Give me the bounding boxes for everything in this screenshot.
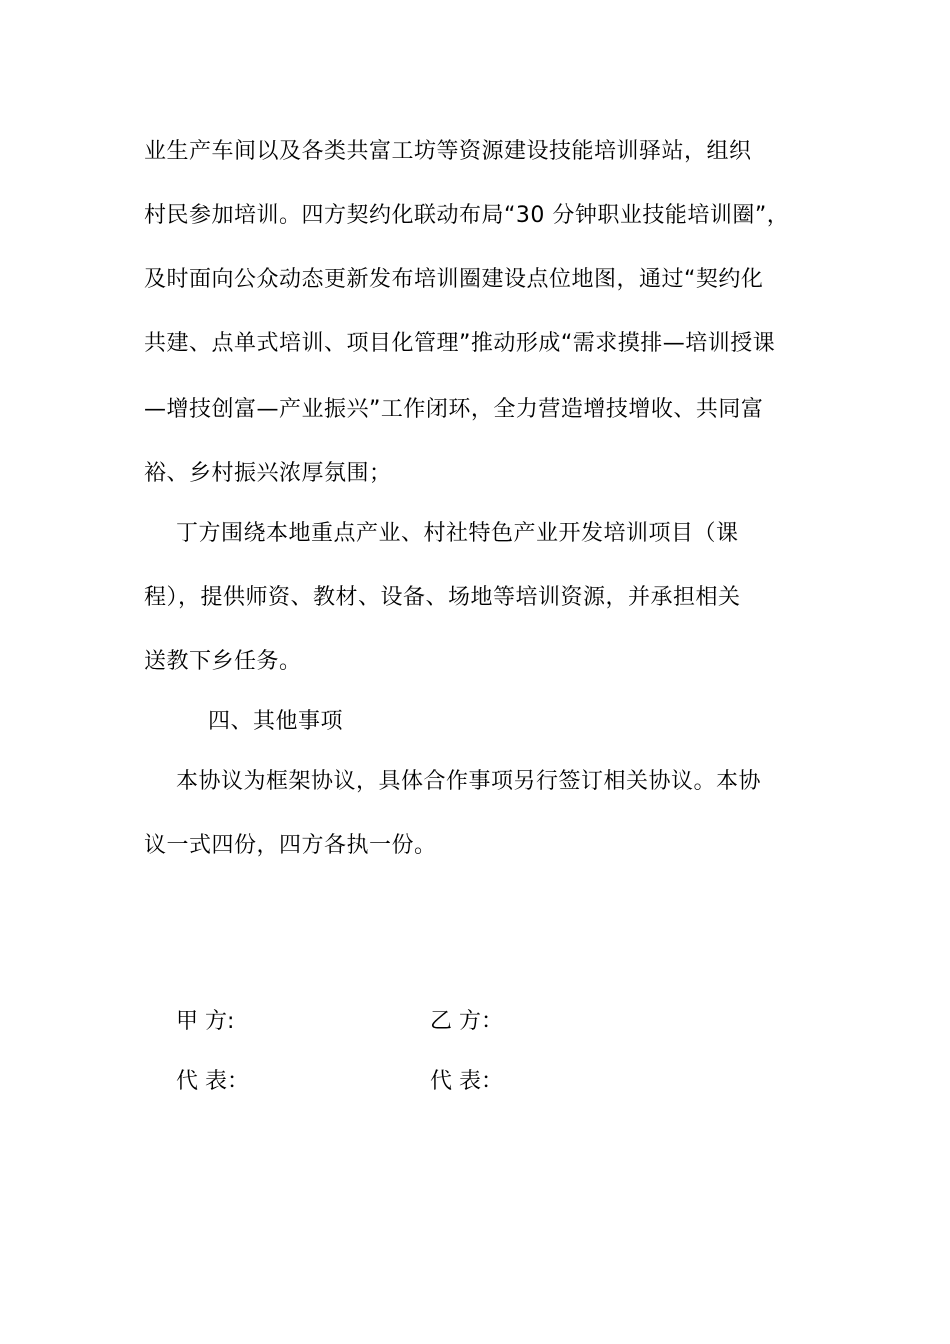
party-a-label: 甲 方: — [176, 1009, 235, 1034]
paragraph-line: 程），提供师资、教材、设备、场地等培训资源，并承担相关 — [144, 585, 741, 610]
paragraph-line: 及时面向公众动态更新发布培训圈建设点位地图，通过“契约化 — [144, 267, 764, 292]
paragraph-line: 业生产车间以及各类共富工坊等资源建设技能培训驿站，组织 — [144, 139, 752, 164]
paragraph-line: 丁方围绕本地重点产业、村社特色产业开发培训项目（课 — [176, 521, 739, 546]
party-b-label: 乙 方： — [430, 1009, 503, 1034]
paragraph-line: 裕、乡村振兴浓厚氛围； — [144, 461, 392, 486]
representative-a-label: 代 表： — [176, 1069, 249, 1094]
paragraph-line: 共建、点单式培训、项目化管理”推动形成“需求摸排—培训授课 — [144, 331, 776, 356]
paragraph-line: 本协议为框架协议，具体合作事项另行签订相关协议。本协 — [176, 769, 762, 794]
section-heading: 四、其他事项 — [208, 709, 344, 734]
representative-b-label: 代 表： — [430, 1069, 503, 1094]
paragraph-line: 村民参加培训。四方契约化联动布局“30 分钟职业技能培训圈”， — [144, 203, 790, 228]
paragraph-line: 送教下乡任务。 — [144, 649, 302, 674]
paragraph-line: 议一式四份，四方各执一份。 — [144, 833, 437, 858]
paragraph-line: —增技创富—产业振兴”工作闭环，全力营造增技增收、共同富 — [144, 397, 764, 422]
